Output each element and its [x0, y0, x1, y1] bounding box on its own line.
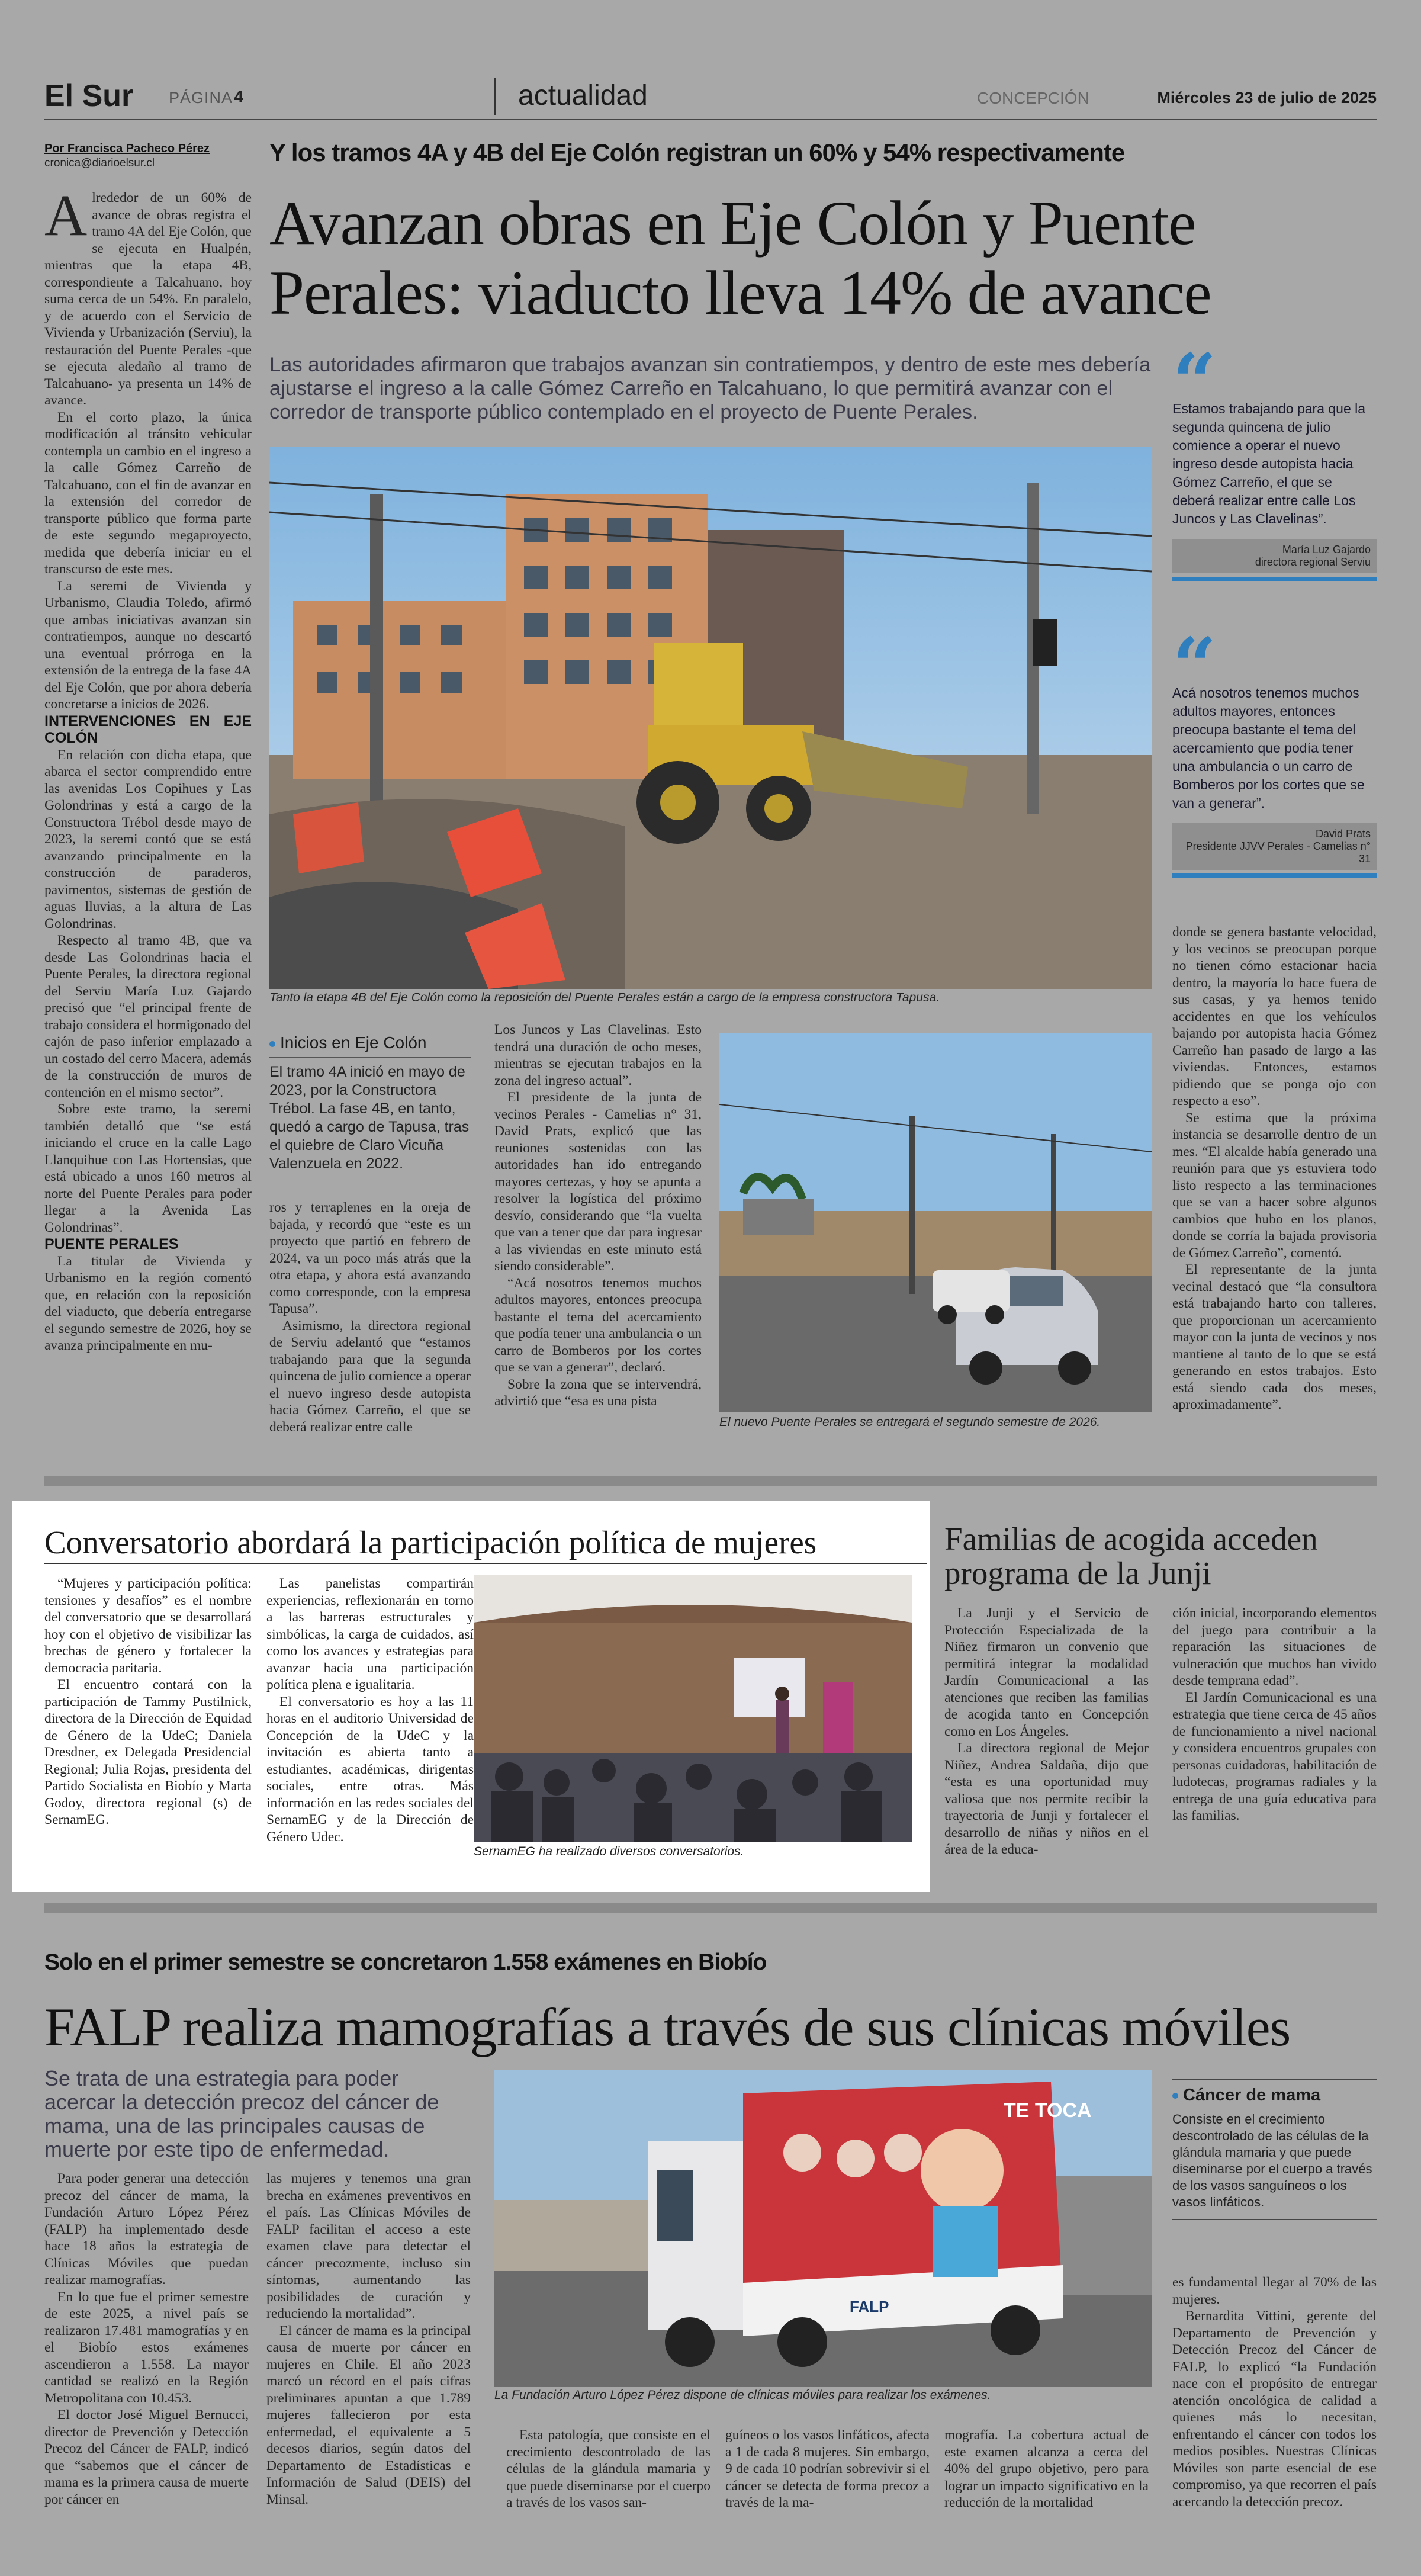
- conversatorio-photo: [474, 1575, 912, 1842]
- info-box-title: Inicios en Eje Colón: [269, 1033, 471, 1052]
- paragraph: En lo que fue el primer semestre de este 2025, a nivel país se realizaron 17.481 mamografías y en el Biobío estos exámenes ascendieron a 1.558. La mayor cantidad se realizó en la Región Metropolitana con 10.453.: [44, 2289, 249, 2406]
- region-label: CONCEPCIÓN: [977, 89, 1089, 107]
- info-box-cancer: [1172, 2079, 1377, 2220]
- article4-caption: La Fundación Arturo López Pérez dispone de clínicas móviles para realizar los exámenes.: [494, 2388, 991, 2402]
- construction-scene-image: [269, 447, 1152, 989]
- quote-name: María Luz Gajardo: [1282, 544, 1371, 555]
- quote-underline: [1172, 873, 1377, 878]
- paragraph: La directora regional de Mejor Niñez, Andrea Saldaña, dijo que “esta es una oportunidad muy valiosa que nos permite recibir la trayectoria de Junji y fortalecer el desarrollo de niñas y niños en el área de la educa-: [944, 1740, 1149, 1857]
- paragraph: El cáncer de mama es la principal causa de muerte por cáncer en mujeres en Chile. El año 2023 marcó un récord en el país cifras preliminares apuntan a que 1.789 mujeres fallecieron por esta enfermedad, el equivalente a 5 decesos diarios, según datos del Departamento de Estadísticas e Información de Salud (DEIS) del Minsal.: [266, 2323, 471, 2507]
- article3-column-1: [944, 1605, 1149, 1858]
- header-rule: [44, 119, 1377, 120]
- paragraph: Sobre la zona que se intervendrá, advirtió que “esa es una pista: [494, 1376, 702, 1409]
- paragraph: Bernardita Vittini, gerente del Departamento de Prevención y Detección Precoz del Cáncer de FALP, lo explicó “la Fundación nace con el propósito de entregar atención oncológica de calidad a quienes más lo necesitan, enfrentando el cáncer con todos los medios posibles. Nuestras Clínicas Móviles son parte esencial de ese compromiso, ya que recorren el país acercando la detección precoz.: [1172, 2308, 1377, 2510]
- article2-rule: [44, 1563, 927, 1564]
- quote-icon: “: [1172, 621, 1217, 711]
- construction-photo: [269, 447, 1152, 989]
- article2-column-2: [266, 1575, 474, 1845]
- article2-column-1: [44, 1575, 252, 1829]
- article1-lede: Las autoridades afirmaron que trabajos avanzan sin contratiempos, y dentro de este mes debería ajustarse el ingreso a la calle Gómez Carreño en Talcahuano, lo que permitirá avanzar con el corredor de transporte público contemplado en el proyecto de Puente Perales.: [269, 354, 1151, 423]
- author-email: cronica@diarioelsur.cl: [44, 157, 155, 169]
- paragraph: La titular de Vivienda y Urbanismo en la región comentó que, en relación con la reposición del viaducto, que debería entregarse el segundo semestre de 2026, hoy se avanza principalmente en mu-: [44, 1253, 252, 1353]
- paragraph: donde se genera bastante velocidad, y los vecinos se preocupan porque no tienen cómo estacionar hacia dentro, la mayoría lo hace fuera de sus casas, y ya hemos tenido accidentes en que los vehículos bajando por autopista hacia Gómez Carreño han pasado de largo a las viviendas. Entonces, estamos pidiendo que se ponga ojo con respecto a eso”.: [1172, 924, 1377, 1109]
- article2-caption: SernamEG ha realizado diversos conversatorios.: [474, 1845, 744, 1858]
- truck-logo: FALP: [850, 2298, 889, 2315]
- article1-kicker: Y los tramos 4A y 4B del Eje Colón registran un 60% y 54% respectivamente: [269, 139, 1125, 166]
- paragraph: El doctor José Miguel Bernucci, director de Prevención y Detección Precoz del Cáncer de FALP, indicó que “sabemos que el cáncer de mama es la primera causa de muerte por cáncer en: [44, 2407, 249, 2507]
- bullet-icon: [1172, 2093, 1178, 2099]
- article1-column-1: [44, 182, 252, 1354]
- article3-column-2: [1172, 1605, 1377, 1825]
- quote-box-1: [1172, 336, 1377, 581]
- article1-column-4: [1172, 924, 1377, 1414]
- paragraph: Asimismo, la directora regional de Serviu adelantó que “estamos trabajando para que la segunda quincena de julio comience a operar el nuevo ingreso desde autopista hacia Gómez Carreño, el que se deberá realizar entre calle: [269, 1318, 471, 1435]
- article4-lede: Se trata de una estrategia para poder acercar la detección precoz del cáncer de mama, una de las principales causas de muerte por este tipo de enfermedad.: [44, 2066, 439, 2161]
- quote-underline: [1172, 577, 1377, 581]
- paragraph: Sobre este tramo, la seremi también detalló que “se está iniciando el cruce en la calle Lago Llanquihue con Las Hortensias, que está ubicado a unos 160 metros al norte del Puente Perales para poder llegar a la Avenida Las Golondrinas”.: [44, 1101, 252, 1235]
- paragraph: “Mujeres y participación política: tensiones y desafíos” es el nombre del conversatorio que se desarrollará hoy con el objetivo de visibilizar las brechas de género y fortalecer la democracia paritaria.: [44, 1576, 252, 1676]
- quote-name: David Prats: [1315, 828, 1371, 840]
- page-label: PÁGINA: [169, 89, 233, 107]
- photo1-caption: Tanto la etapa 4B del Eje Colón como la reposición del Puente Perales están a cargo de la empresa constructora Tapusa.: [269, 991, 940, 1004]
- paragraph: En el corto plazo, la única modificación al tránsito vehicular contempla un cambio en el ingreso a la calle Gómez Carreño de Talcahuano, con el fin de avanzar en la extensión del corredor de transporte público que forma parte de este segundo megaproyecto, medida que debería iniciar en el transcurso de este mes.: [44, 409, 252, 577]
- section-divider: [44, 1476, 1377, 1486]
- info-box-title: Cáncer de mama: [1172, 2086, 1377, 2105]
- paragraph: Las panelistas compartirán experiencias, reflexionarán en torno a las barreras estructurales y simbólicas, la carga de cuidados, así como los avances y estrategias para avanzar hacia una participación política plena e igualitaria.: [266, 1576, 474, 1692]
- info-box-divider-top: [1172, 2079, 1377, 2080]
- paragraph: El conversatorio es hoy a las 11 horas en el auditorio Universidad de Concepción de la UdeC y la invitación es abierta tanto a estudiantes, académicas, dirigentas sociales, entre otras. Más información en las redes sociales del SernamEG y de la Dirección de Género Udec.: [266, 1694, 474, 1845]
- quote-attribution: [1172, 823, 1377, 870]
- paragraph: El Jardín Comunicacional es una estrategia que tiene cerca de 45 años de funcionamiento a nivel nacional y considera encuentros grupales con personas cuidadoras, habilitación de ludotecas, programas radiales y la entrega de una guía educativa para las familias.: [1172, 1690, 1377, 1823]
- bridge-photo: [719, 1033, 1152, 1412]
- article4-kicker: Solo en el primer semestre se concretaron 1.558 exámenes en Biobío: [44, 1949, 767, 1975]
- paragraph: El representante de la junta vecinal destacó que “la consultora está trabajando harto con talleres, que proporcionan un acercamiento mayor con la junta de vecinos y nos mantiene al tanto de lo que se está generando en estos trabajos. Esto está siendo cada dos meses, aproximadamente”.: [1172, 1262, 1377, 1412]
- paragraph: mografía. La cobertura actual de este examen alcanza a cerca del 40% del grupo objetivo, pero para lograr un impacto significativo en la reducción de la mortalidad: [944, 2427, 1149, 2510]
- quote-role: directora regional Serviu: [1255, 556, 1371, 568]
- article2-headline: Conversatorio abordará la participación política de mujeres: [44, 1524, 817, 1560]
- quote-icon: “: [1172, 336, 1217, 427]
- drop-cap: A: [44, 182, 88, 248]
- paragraph: lrededor de un 60% de avance de obras registra el tramo 4A del Eje Colón, que se ejecuta en Hualpén, mientras que la etapa 4B, correspondiente a Talcahuano, hoy suma cerca de un 54%. En paralelo, y de acuerdo con el Servicio de Vivienda y Urbanización (Serviu), la restauración del Puente Perales -que se ejecuta aledaño al tramo de Talcahuano- ya presenta un 14% de avance.: [44, 190, 252, 408]
- paragraph: Los Juncos y Las Clavelinas. Esto tendrá una duración de ocho meses, mientras se ejecutan trabajos en la zona del ingreso actual”.: [494, 1022, 702, 1088]
- article4-headline: FALP realiza mamografías a través de sus clínicas móviles: [44, 1997, 1291, 2057]
- quote-role: Presidente JJVV Perales - Camelias n° 31: [1185, 840, 1371, 865]
- paragraph: es fundamental llegar al 70% de las mujeres.: [1172, 2275, 1377, 2307]
- masthead: [44, 76, 1377, 117]
- article1-column-2: [269, 1199, 471, 1435]
- author-name: Por Francisca Pacheco Pérez: [44, 142, 210, 155]
- paragraph: Respecto al tramo 4B, que va desde Las Golondrinas hacia el Puente Perales, la directora regional del Serviu María Luz Gajardo precisó que “el principal frente de trabajo considera el hormigonado del cajón de paso inferior emplazado a un costado del cerro Macera, además de la construcción de muros de contención en el mismo sector”.: [44, 933, 252, 1100]
- article3-headline: Familias de acogida acceden programa de la Junji: [944, 1521, 1318, 1591]
- info-box-divider-bottom: [1172, 2219, 1377, 2220]
- subheading-puente-perales: PUENTE PERALES: [44, 1236, 179, 1252]
- photo2-caption: El nuevo Puente Perales se entregará el segundo semestre de 2026.: [719, 1415, 1101, 1429]
- article4-column-1: [44, 2170, 249, 2508]
- paragraph: Se estima que la próxima instancia se desarrolle dentro de un mes. “El alcalde había generado una reunión para que ys estuviera todo listo respecto a las terminaciones que se van a hacer sobre algunos cambios que hubo en los planos, donde se corría la bajada provisoria de Gómez Carreño”, comentó.: [1172, 1110, 1377, 1261]
- info-box-inicios: [269, 1033, 471, 1173]
- paragraph: ros y terraplenes en la oreja de bajada, y recordó que “este es un proyecto que partió en febrero de 2024, va un poco más atrás que la otra etapa, y ahora está avanzando como corresponde, con la empresa Tapusa”.: [269, 1200, 471, 1316]
- paragraph: Esta patología, que consiste en el crecimiento descontrolado de las células de la glándula mamaria y que puede diseminarse por el cuerpo a través de los vasos san-: [506, 2427, 710, 2510]
- bullet-icon: [269, 1041, 275, 1047]
- paragraph: En relación con dicha etapa, que abarca el sector comprendido entre las avenidas Los Copihues y Las Golondrinas y está a cargo de la Constructora Trébol desde mayo de 2023, la seremi contó que se está avanzando principalmente en la construcción de paraderos, pavimentos, sistemas de gestión de aguas lluvias, a la altura de Las Golondrinas.: [44, 747, 252, 932]
- article1-headline: Avanzan obras en Eje Colón y Puente Perales: viaducto lleva 14% de avance: [269, 188, 1211, 327]
- article1-column-3: [494, 1022, 702, 1410]
- paragraph: “Acá nosotros tenemos muchos adultos mayores, entonces preocupa bastante el tema del acercamiento que podía tener una ambulancia o un carro de Bomberos por los cortes que se van a generar”, declaró.: [494, 1275, 702, 1375]
- paragraph: El presidente de la junta de vecinos Perales - Camelias n° 31, David Prats, explicó que las reuniones sostenidas con las autoridades han ido entregando mayores certezas, y hoy se apunta a resolver la logística del próximo desvío, considerando que “la vuelta que van a tener que dar para ingresar a las viviendas en este minuto está siendo considerable”.: [494, 1090, 702, 1274]
- paragraph: La seremi de Vivienda y Urbanismo, Claudia Toledo, afirmó que ambas iniciativas avanzan sin contratiempos, aunque no descartó una eventual prórroga en la extensión de la entrega de la fase 4A del Eje Colón, que por ahora debería concretarse a inicios de 2026.: [44, 578, 252, 712]
- brand-logo: El Sur: [44, 79, 134, 113]
- byline: [44, 142, 246, 170]
- article4-bottom-col-3: [944, 2427, 1149, 2511]
- paragraph: guíneos o los vasos linfáticos, afecta a 1 de cada 8 mujeres. Sin embargo, 9 de cada 10 podrían sobrevivir si el cáncer se detecta de forma precoz a través de la ma-: [725, 2427, 930, 2510]
- section-divider-2: [44, 1903, 1377, 1913]
- paragraph: El encuentro contará con la participación de Tammy Pustilnick, directora de la Dirección de Equidad de Género de la UdeC; Daniela Dresdner, ex Delegada Presidencial Regional; Julia Rojas, presidenta del Partido Socialista en Biobío y Marta Godoy, directora regional (s) de SernamEG.: [44, 1677, 252, 1827]
- paragraph: ción inicial, incorporando elementos del juego para contribuir a la reparación las situaciones de vulneración que muchos han vivido desde temprana edad”.: [1172, 1605, 1377, 1688]
- auditorium-scene-image: [474, 1575, 912, 1842]
- subheading-intervenciones: INTERVENCIONES EN EJE COLÓN: [44, 712, 252, 746]
- bridge-scene-image: [719, 1033, 1152, 1412]
- quote-attribution: [1172, 539, 1377, 573]
- paragraph: La Junji y el Servicio de Protección Especializada de la Niñez firmaron un convenio que permitirá integrar la modalidad Jardín Comunicacional a las atenciones que reciben las familias de acogida tanto en Concepción como en Los Ángeles.: [944, 1605, 1149, 1739]
- quote-text: Acá nosotros tenemos muchos adultos mayores, entonces preocupa bastante el tema del acercamiento que podía tener una ambulancia o un carro de Bomberos por los cortes que se van a generar”.: [1172, 685, 1365, 811]
- info-box-divider: [269, 1057, 471, 1058]
- page-number: 4: [234, 88, 244, 107]
- info-box-text: El tramo 4A inició en mayo de 2023, por la Constructora Trébol. La fase 4B, en tanto, quedó a cargo de Tapusa, tras el quiebre de Claro Vicuña Valenzuela en 2022.: [269, 1064, 470, 1172]
- quote-box-2: [1172, 621, 1377, 878]
- paragraph: las mujeres y tenemos una gran brecha en exámenes preventivos en el país. Las Clínicas Móviles de FALP facilitan el acceso a este examen clave para detectar el cáncer precozmente, incluso sin síntomas, aumentando las posibilidades de curación y reduciendo la mortalidad”.: [266, 2171, 471, 2321]
- header-divider: [494, 78, 496, 115]
- info-box-text: Consiste en el crecimiento descontrolado de las células de la glándula mamaria y que puede diseminarse por el cuerpo a través de los vasos sanguíneos o los vasos linfáticos.: [1172, 2112, 1372, 2209]
- article4-column-2: [266, 2170, 471, 2508]
- conversatorio-box: [12, 1501, 930, 1892]
- article4-right-column: [1172, 2274, 1377, 2510]
- section-name: actualidad: [518, 80, 648, 111]
- truck-slogan: TE TOCA: [1004, 2099, 1092, 2122]
- article4-bottom-col-1: [506, 2427, 710, 2511]
- article4-bottom-col-2: [725, 2427, 930, 2511]
- clinic-truck-photo: [494, 2070, 1152, 2387]
- quote-text: Estamos trabajando para que la segunda quincena de julio comience a operar el nuevo ingreso desde autopista hacia Gómez Carreño, el que se deberá realizar entre calle Los Juncos y Las Clavelinas”.: [1172, 401, 1366, 526]
- edition-date: Miércoles 23 de julio de 2025: [1157, 89, 1377, 107]
- paragraph: Para poder generar una detección precoz del cáncer de mama, la Fundación Arturo López Pérez (FALP) ha implementado desde hace 18 años la estrategia de Clínicas Móviles que puedan realizar mamografías.: [44, 2171, 249, 2288]
